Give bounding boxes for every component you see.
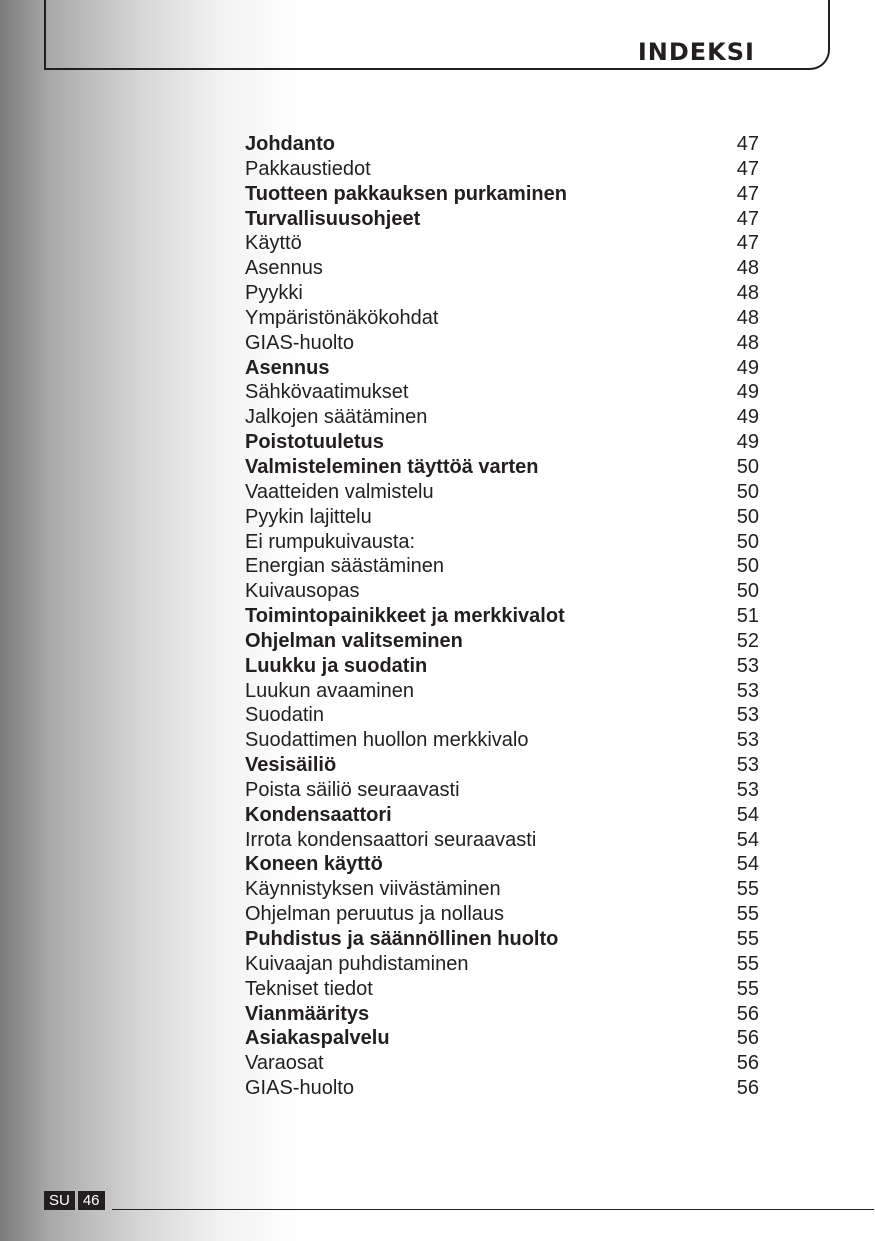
toc-entry-title: Ei rumpukuivausta: <box>245 530 416 553</box>
toc-entry <box>245 256 759 281</box>
toc-entry <box>245 306 759 331</box>
toc-entry-page: 50 <box>736 555 759 578</box>
toc-entry-page: 53 <box>736 654 759 677</box>
toc-entry-page: 49 <box>736 406 759 429</box>
toc-entry <box>245 455 759 480</box>
toc-entry <box>245 207 759 232</box>
toc-entry <box>245 629 759 654</box>
toc-entry-title: Kuivaajan puhdistaminen <box>245 952 469 975</box>
toc-entry-title: Johdanto <box>245 133 335 155</box>
toc-entry-title: Suodatin <box>245 704 324 727</box>
toc-entry-title: Tuotteen pakkauksen purkaminen <box>245 182 567 205</box>
toc-entry <box>245 182 759 207</box>
toc-entry-page: 55 <box>736 977 759 1000</box>
toc-entry-title: Koneen käyttö <box>245 853 383 876</box>
toc-entry-page: 56 <box>736 1002 759 1025</box>
toc-entry-title: Energian säästäminen <box>245 555 445 578</box>
toc-entry-page: 48 <box>736 306 759 329</box>
toc-entry-page: 53 <box>736 704 759 727</box>
toc-entry-page: 49 <box>736 431 759 454</box>
toc-entry-page: 56 <box>736 1027 759 1050</box>
toc-entry <box>245 1076 759 1101</box>
toc-entry-page: 48 <box>736 331 759 354</box>
toc-entry-title: Jalkojen säätäminen <box>245 406 428 429</box>
toc-entry-page: 55 <box>736 952 759 975</box>
toc-entry-title: Irrota kondensaattori seuraavasti <box>245 828 537 851</box>
toc-entry-page: 55 <box>736 878 759 901</box>
toc-entry <box>245 132 759 157</box>
toc-entry <box>245 380 759 405</box>
toc-entry-title: Tekniset tiedot <box>245 977 373 1000</box>
toc-entry <box>245 977 759 1002</box>
toc-entry-page: 56 <box>736 1077 759 1100</box>
toc-entry-title: Käynnistyksen viivästäminen <box>245 878 501 901</box>
toc-entry-page: 54 <box>736 803 759 826</box>
toc-entry-page: 55 <box>736 903 759 926</box>
toc-entry-page: 50 <box>736 455 759 478</box>
toc-entry <box>245 927 759 952</box>
toc-entry-title: Käyttö <box>245 232 302 255</box>
toc-entry-title: Luukun avaaminen <box>245 679 415 702</box>
toc-entry-title: Valmisteleminen täyttöä varten <box>245 455 539 478</box>
toc-entry-title: Vaatteiden valmistelu <box>245 480 434 503</box>
toc-entry-page: 55 <box>736 928 759 950</box>
toc-entry-title: Poistotuuletus <box>245 431 384 454</box>
toc-entry-title: Pyykin lajittelu <box>245 505 372 528</box>
toc-entry-page: 47 <box>736 157 759 180</box>
toc-entry <box>245 530 759 555</box>
toc-entry-page: 53 <box>736 679 759 702</box>
toc-entry-title: Turvallisuusohjeet <box>245 207 421 230</box>
toc-entry-title: GIAS-huolto <box>245 331 354 354</box>
toc-entry-page: 48 <box>736 257 759 280</box>
toc-entry-page: 47 <box>736 133 759 155</box>
toc-entry <box>245 579 759 604</box>
toc-entry <box>245 505 759 530</box>
toc-entry <box>245 157 759 182</box>
toc-entry-page: 49 <box>736 356 759 379</box>
toc-entry-title: Vesisäiliö <box>245 754 337 777</box>
toc-entry-page: 53 <box>736 729 759 752</box>
toc-entry-title: Asennus <box>245 257 323 280</box>
toc-entry <box>245 281 759 306</box>
toc-entry <box>245 852 759 877</box>
toc-entry <box>245 803 759 828</box>
toc-entry-page: 49 <box>736 381 759 404</box>
toc-entry <box>245 480 759 505</box>
toc-entry-title: Luukku ja suodatin <box>245 654 428 677</box>
toc-entry-page: 48 <box>736 282 759 305</box>
toc-entry-page: 47 <box>736 207 759 230</box>
toc-entry-title: Ympäristönäkökohdat <box>245 306 439 329</box>
footer-divider <box>112 1209 874 1210</box>
toc-entry-title: Vianmääritys <box>245 1002 370 1025</box>
toc-entry-title: Toimintopainikkeet ja merkkivalot <box>245 605 565 628</box>
toc-entry <box>245 231 759 256</box>
toc-entry-page: 47 <box>736 232 759 255</box>
toc-entry-page: 50 <box>736 530 759 553</box>
toc-entry <box>245 703 759 728</box>
toc-entry-page: 50 <box>736 480 759 503</box>
toc-entry-page: 53 <box>736 778 759 801</box>
toc-entry <box>245 554 759 579</box>
toc-entry-title: Kondensaattori <box>245 803 392 826</box>
toc-entry-title: Puhdistus ja säännöllinen huolto <box>245 928 559 950</box>
toc-entry-title: Asennus <box>245 356 330 379</box>
toc-entry-page: 50 <box>736 505 759 528</box>
toc-entry-title: Asiakaspalvelu <box>245 1027 390 1050</box>
toc-entry <box>245 679 759 704</box>
toc-entry-page: 56 <box>736 1052 759 1075</box>
toc-entry <box>245 1026 759 1051</box>
toc-entry-title: Ohjelman peruutus ja nollaus <box>245 903 505 926</box>
toc-entry-title: GIAS-huolto <box>245 1077 354 1100</box>
toc-entry-title: Pyykki <box>245 282 303 305</box>
table-of-contents <box>245 132 759 1101</box>
toc-entry <box>245 1002 759 1027</box>
toc-entry <box>245 654 759 679</box>
toc-entry-title: Ohjelman valitseminen <box>245 629 463 652</box>
page-title: INDEKSI <box>637 38 755 66</box>
toc-entry-title: Pakkaustiedot <box>245 157 371 180</box>
toc-entry-page: 54 <box>736 828 759 851</box>
toc-entry-page: 47 <box>736 182 759 205</box>
toc-entry-title: Kuivausopas <box>245 580 360 603</box>
toc-entry <box>245 902 759 927</box>
toc-entry <box>245 952 759 977</box>
toc-entry <box>245 778 759 803</box>
toc-entry <box>245 604 759 629</box>
language-badge: SU <box>44 1191 75 1210</box>
toc-entry <box>245 877 759 902</box>
toc-entry-page: 50 <box>736 580 759 603</box>
toc-entry-page: 51 <box>736 605 759 628</box>
footer-badges <box>44 1191 105 1210</box>
toc-entry-page: 53 <box>736 754 759 777</box>
toc-entry <box>245 331 759 356</box>
toc-entry <box>245 405 759 430</box>
toc-entry-title: Poista säiliö seuraavasti <box>245 778 460 801</box>
page-number-badge: 46 <box>78 1191 105 1210</box>
toc-entry-title: Suodattimen huollon merkkivalo <box>245 729 529 752</box>
toc-entry <box>245 728 759 753</box>
toc-entry-title: Varaosat <box>245 1052 324 1075</box>
toc-entry <box>245 1051 759 1076</box>
toc-entry <box>245 753 759 778</box>
toc-entry <box>245 430 759 455</box>
toc-entry <box>245 828 759 853</box>
toc-entry-title: Sähkövaatimukset <box>245 381 409 404</box>
toc-entry <box>245 356 759 381</box>
toc-entry-page: 52 <box>736 629 759 652</box>
toc-entry-page: 54 <box>736 853 759 876</box>
